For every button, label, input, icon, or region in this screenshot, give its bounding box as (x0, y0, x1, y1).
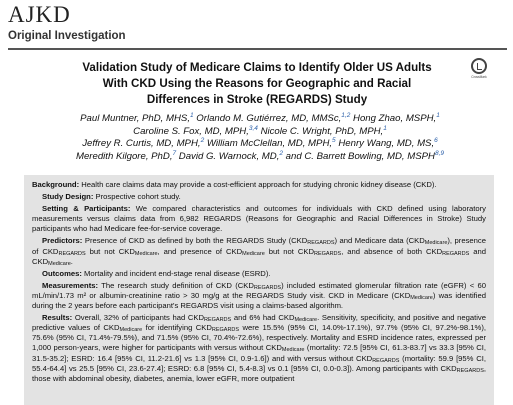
subscript: Medicare (134, 250, 158, 257)
subscript: REGARDS (58, 250, 86, 257)
author-line (40, 126, 480, 139)
results-text: and 6% had CKD (231, 313, 295, 323)
crossmark-icon (471, 58, 487, 74)
subscript: REGARDS (204, 317, 232, 324)
crossmark-label: CrossMark (471, 75, 487, 79)
abstract-design (32, 192, 486, 202)
author-affiliation: 8,9 (434, 149, 445, 157)
author-name: Caroline S. Fox, MD, MPH, (133, 125, 249, 137)
measurements-text: The research study definition of CKD (CKD (101, 280, 254, 290)
results-text: . Sensitivity, specificity, and positive and negative predictive values of CKD (32, 313, 487, 333)
author-affiliation: 1 (383, 124, 387, 132)
predictors-heading: Predictors: (42, 236, 83, 246)
design-heading: Study Design: (42, 192, 94, 202)
author-name: William McClellan, MD, MPH, (206, 138, 333, 150)
predictors-text: but not CKD (264, 246, 314, 256)
design-text: Prospective cohort study. (95, 192, 181, 202)
subscript: Medicare (281, 347, 305, 354)
subscript: Medicare (119, 327, 143, 334)
author-name: Nicole C. Wright, PhD, MPH, (260, 125, 384, 137)
title-line: Differences in Stroke (REGARDS) Study (146, 93, 368, 106)
author-affiliation: 2 (279, 149, 283, 157)
author-name: Meredith Kilgore, PhD, (75, 150, 173, 162)
background-heading: Background: (32, 180, 80, 189)
measurements-heading: Measurements: (42, 280, 99, 290)
abstract-background (32, 180, 486, 190)
subscript: REGARDS (314, 250, 342, 257)
author-affiliation: 7 (172, 149, 177, 157)
author-affiliation: 1 (190, 111, 194, 119)
abstract-setting (32, 204, 486, 234)
abstract-outcomes (32, 269, 486, 279)
author-name: Paul Muntner, PhD, MHS, (80, 113, 190, 124)
author-affiliation: 5 (332, 137, 336, 144)
author-line (40, 151, 480, 164)
abstract-box (24, 175, 494, 405)
subscript: Medicare (48, 260, 71, 267)
subscript: REGARDS (211, 327, 240, 334)
predictors-text: and CKD (32, 246, 486, 266)
subscript: Medicare (424, 240, 448, 247)
outcomes-text: Mortality and incident end-stage renal disease (ESRD). (84, 268, 271, 278)
author-list (40, 113, 480, 163)
predictors-text: ), presence of CKD (32, 236, 486, 256)
outcomes-heading: Outcomes: (42, 268, 82, 278)
author-affiliation: 1 (436, 111, 440, 119)
results-text: (mortality: 59.9 [95% CI, 55.4-64.4] vs 25.5 [95% CI, 23.6-27.4]; ESRD: 6.8 [95% CI, 5.4-8.3] vs 0.1 [95% CI, 0.0-0.3]). Among participants with CKD (32, 353, 486, 373)
predictors-text: . (70, 256, 73, 266)
author-affiliation: 2 (200, 137, 205, 144)
author-line (40, 138, 480, 151)
predictors-text: , and absence of both CKD (341, 246, 443, 256)
results-text: were 15.5% (95% CI, 14.0%-17.1%), 97.7% (95% CI, 97.2%-98.1%), 75.6% (95% CI, 71.4%-79.5%), and 71.5% (95% CI, 70.4%-72.6%), respectively. Mortality and ESRD incidence rates, expressed per 1,000 person-years, were higher for participants with versus without CKD (32, 323, 486, 353)
predictors-text: Presence of CKD as defined by both the REGARDS Study (CKD (84, 236, 308, 246)
author-line (40, 113, 480, 126)
author-name: Orlando M. Gutiérrez, MD, MMSc, (196, 113, 342, 124)
author-name: and C. Barrett Bowling, MD, MSPH (285, 150, 435, 162)
subscript: REGARDS (456, 367, 484, 374)
results-text: , those with abdominal obesity, diabetes, anemia, lower eGFR, more outpatient (32, 363, 486, 383)
author-affiliation: 1,2 (341, 111, 351, 119)
predictors-text: ) and Medicare data (CKD (334, 236, 425, 246)
author-name: David G. Warnock, MD, (178, 150, 280, 162)
article-title (56, 60, 458, 108)
article-section-label: Original Investigation (8, 30, 126, 42)
predictors-text: but not CKD (85, 246, 135, 256)
subscript: REGARDS (442, 250, 470, 257)
author-name: Jeffrey R. Curtis, MD, MPH, (82, 138, 201, 150)
setting-text: We compared characteristics and outcomes for individuals with CKD defined using laboratory measurements versus claims data from 6,982 REGARDS (Reasons for Geographic and Racial Differences in Stroke) Study participants who had Medicare fee-for-service coverage. (32, 204, 486, 234)
setting-heading: Setting & Participants: (42, 204, 131, 214)
abstract-measurements (32, 281, 486, 311)
measurements-text: ) included estimated glomerular filtration rate (eGFR) < 60 mL/min/1.73 m² or albumin-creatinine ratio > 30 mg/g at the REGARDS Study visit. CKD in Medicare (CKD (32, 280, 486, 300)
abstract-predictors (32, 236, 486, 266)
results-text: (mortality: 72.5 [95% CI, 61.3-83.7] vs 33.3 [95% CI, 31.5-35.2]; ESRD: 16.4 [95% CI, 11.2-21.6] vs 1.3 [95% CI, 0.9-1.6]) and with versus without CKD (32, 343, 486, 363)
subscript: REGARDS (307, 240, 335, 247)
title-line: With CKD Using the Reasons for Geographic and Racial (102, 77, 412, 90)
results-text: for identifying CKD (142, 323, 212, 333)
crossmark-badge[interactable] (467, 58, 491, 79)
author-affiliation: 6 (434, 137, 438, 144)
background-text: Health care claims data may provide a cost-efficient approach for studying chronic kidney disease (CKD). (81, 180, 437, 189)
author-name: Henry Wang, MD, MS, (338, 138, 435, 150)
measurements-text: ) was identified during the 2 years before each participant's REGARDS visit using a claims-based algorithm. (32, 290, 486, 311)
results-heading: Results: (42, 313, 73, 323)
abstract-results (32, 313, 486, 384)
predictors-text: , and presence of CKD (157, 246, 243, 256)
results-text: Overall, 32% of participants had CKD (74, 313, 204, 323)
journal-logo: AJKD (8, 2, 71, 27)
subscript: Medicare (242, 250, 265, 257)
subscript: REGARDS (372, 357, 400, 364)
author-affiliation: 3,4 (248, 124, 258, 132)
header-divider (8, 48, 507, 50)
subscript: Medicare (410, 294, 433, 301)
title-line: Validation Study of Medicare Claims to Identify Older US Adults (82, 61, 432, 74)
author-name: Hong Zhao, MSPH, (353, 113, 437, 124)
subscript: Medicare (294, 317, 318, 324)
subscript: REGARDS (253, 284, 282, 291)
